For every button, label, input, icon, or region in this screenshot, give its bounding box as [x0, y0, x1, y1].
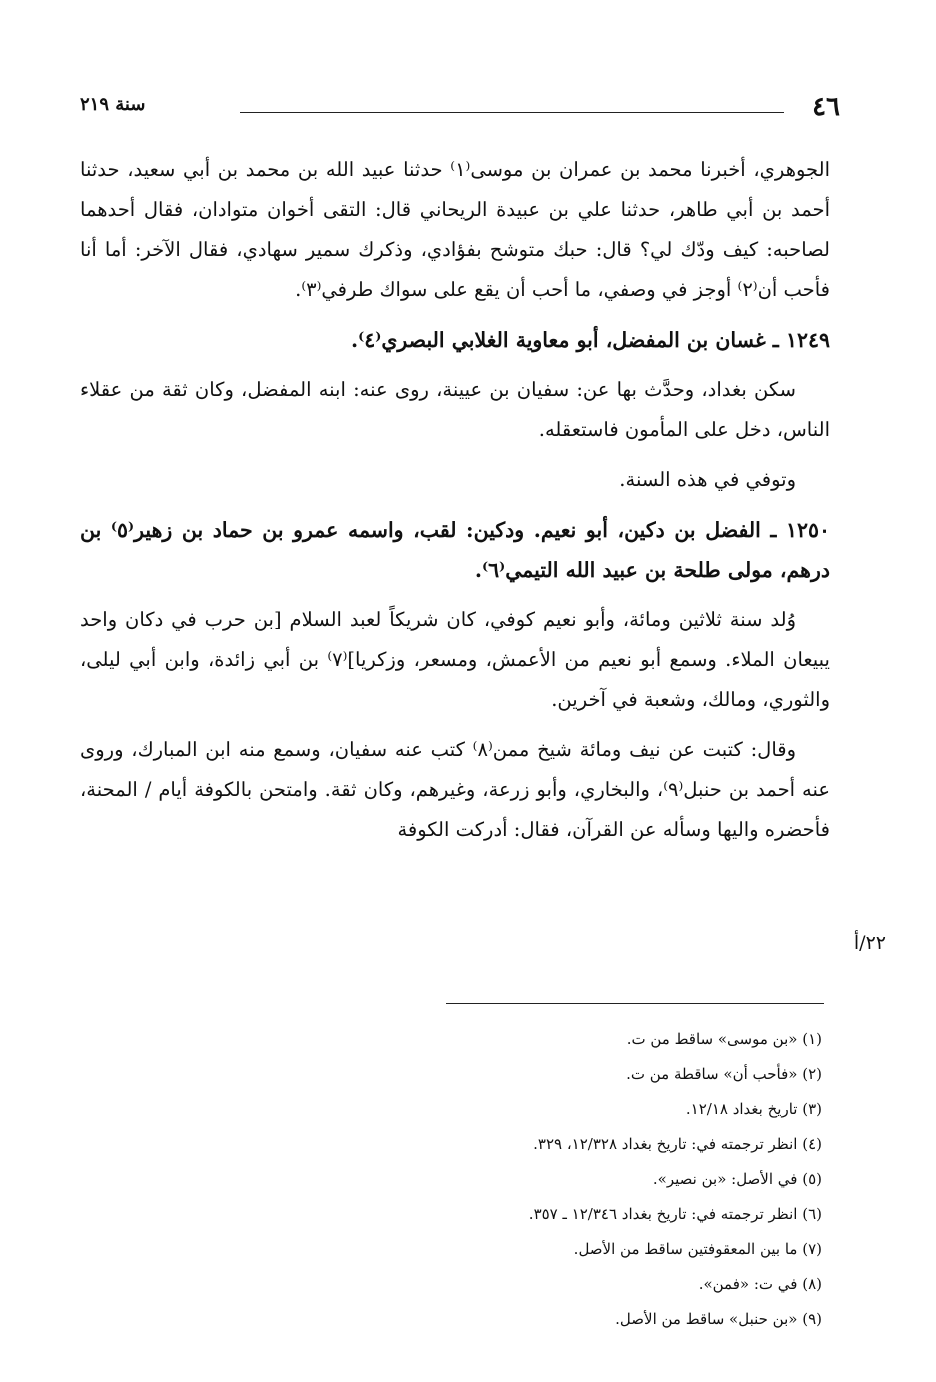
page-number: ٤٦: [812, 92, 840, 122]
manuscript-folio-note: ٢٢/أ: [853, 932, 886, 954]
page-header: [80, 92, 840, 128]
entry-heading: ١٢٥٠ ـ الفضل بن دكين، أبو نعيم. ودكين: لقب، واسمه عمرو بن حماد بن زهير⁽٥⁾ بن درهم، مولى طلحة بن عبيد الله التيمي⁽٦⁾.: [80, 518, 830, 582]
paragraph: سكن بغداد، وحدَّث بها عن: سفيان بن عيينة، روى عنه: ابنه المفضل، وكان ثقة من عقلاء الناس، دخل على المأمون فاستعقله.: [80, 378, 830, 441]
paragraph: الجوهري، أخبرنا محمد بن عمران بن موسى⁽١⁾ حدثنا عبيد الله بن محمد بن أبي سعيد، حدثنا أحمد بن أبي طاهر، حدثنا علي بن عبيدة الريحاني قال: التقى أخوان متوادان، فقال أحدهما لصاحبه: كيف ودّك لي؟ قال: حبك متوشح بفؤادي، وذكرك سمير سهادي، فقال الآخر: أما أنا فأحب أن⁽٢⁾ أوجز في وصفي، ما أحب أن يقع على سواك طرفي⁽٣⁾.: [80, 158, 830, 301]
paragraph: وقال: كتبت عن نيف ومائة شيخ ممن⁽٨⁾ كتب عنه سفيان، وسمع منه ابن المبارك، وروى عنه أحمد بن حنبل⁽٩⁾، والبخاري، وأبو زرعة، وغيرهم، وكان ثقة. وامتحن بالكوفة أيام / المحنة، فأحضره واليها وسأله عن القرآن، فقال: أدركت الكوفة: [80, 738, 830, 841]
footnote: (٧) ما بين المعقوفتين ساقط من الأصل.: [573, 1240, 822, 1258]
footnotes: [322, 1022, 822, 1337]
paragraph: وتوفي في هذه السنة.: [619, 468, 796, 491]
footnote: (٥) في الأصل: «بن نصير».: [652, 1170, 822, 1188]
running-head-year: سنة ٢١٩: [80, 94, 146, 115]
footnote: (٢) «فأحب أن» ساقطة من ت.: [626, 1065, 822, 1083]
header-rule: [240, 112, 784, 113]
paragraph: وُلد سنة ثلاثين ومائة، وأبو نعيم كوفي، كان شريكاً لعبد السلام [بن حرب في دكان واحد يبيعان الملاء. وسمع أبو نعيم من الأعمش، ومسعر، وزكريا]⁽٧⁾ بن أبي زائدة، وابن أبي ليلى، والثوري، ومالك، وشعبة في آخرين.: [80, 608, 830, 711]
footnote: (٤) انظر ترجمته في: تاريخ بغداد ١٢/٣٢٨، ٣٢٩.: [533, 1135, 822, 1153]
entry-heading: ١٢٤٩ ـ غسان بن المفضل، أبو معاوية الغلابي البصري⁽٤⁾.: [350, 328, 830, 352]
footnote: (٦) انظر ترجمته في: تاريخ بغداد ١٢/٣٤٦ ـ ٣٥٧.: [528, 1205, 822, 1223]
footnote: (٣) تاريخ بغداد ١٢/١٨.: [685, 1100, 822, 1118]
main-text: [80, 150, 886, 954]
footnote-rule: [446, 1003, 824, 1004]
footnote: (٨) في ت: «فمن».: [698, 1275, 822, 1293]
footnote: (١) «بن موسى» ساقط من ت.: [626, 1030, 822, 1048]
footnote: (٩) «بن حنبل» ساقط من الأصل.: [615, 1310, 822, 1328]
